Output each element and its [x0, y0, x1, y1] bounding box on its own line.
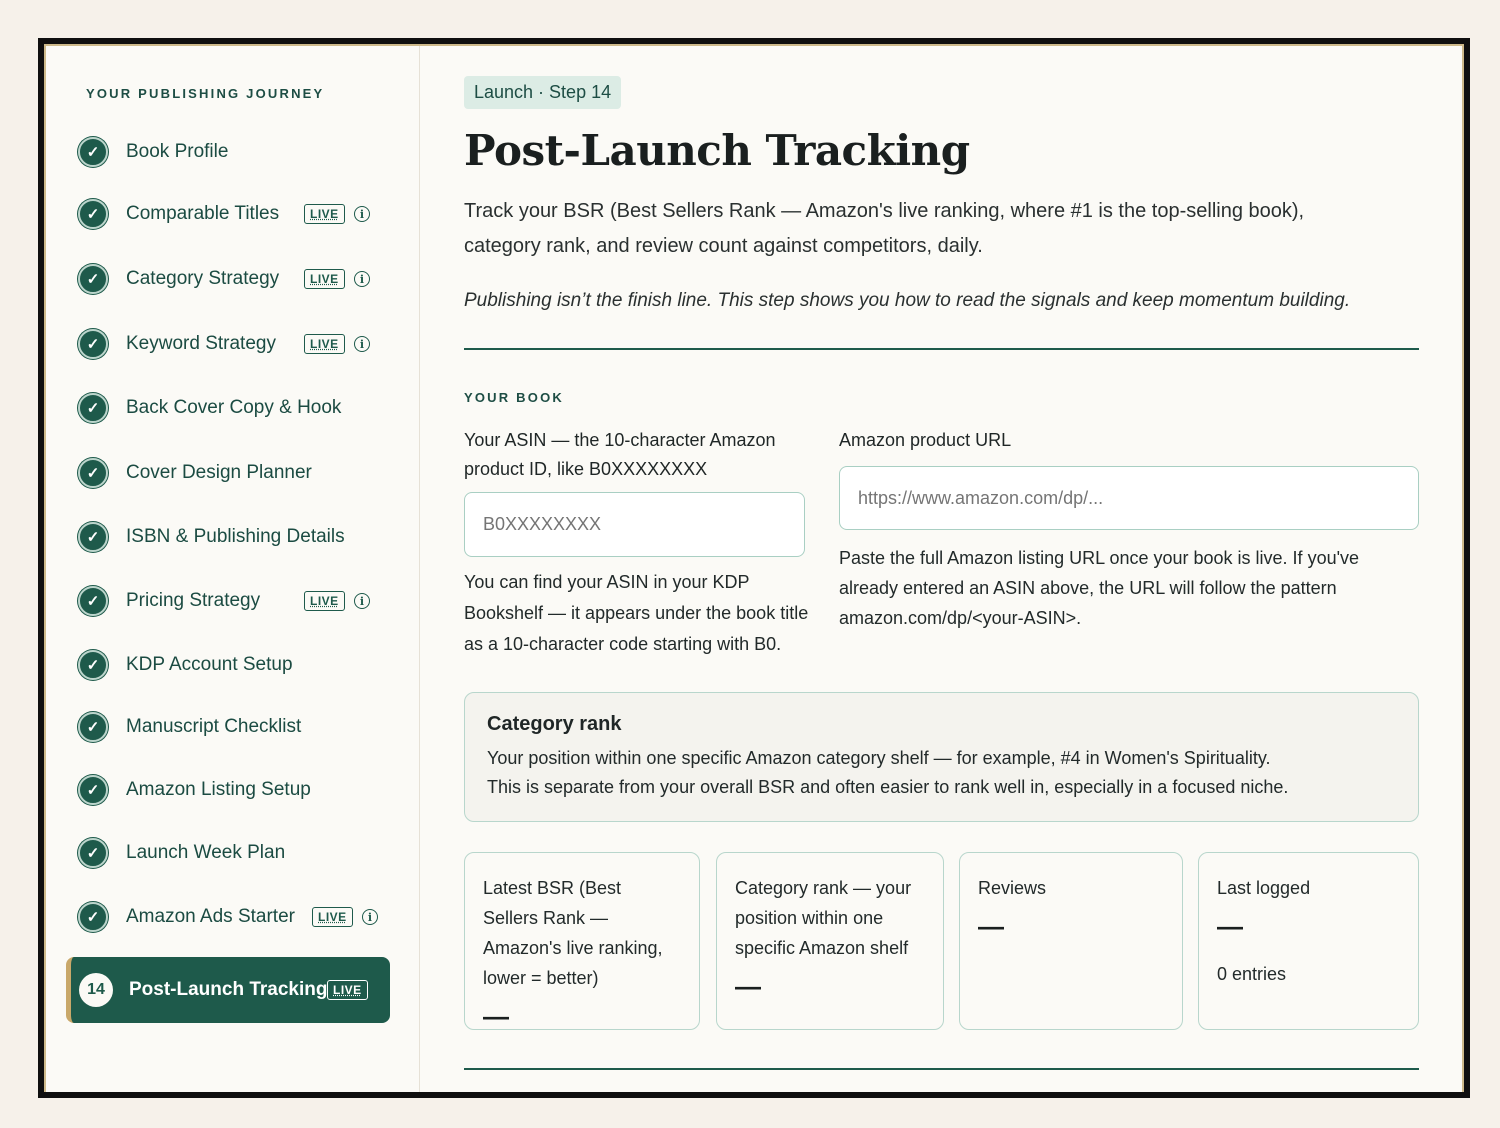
sidebar-item-cover-design[interactable] — [78, 451, 390, 495]
sidebar-item-pricing-strategy[interactable] — [78, 579, 390, 623]
info-icon[interactable]: i — [354, 206, 370, 222]
sidebar-item-label: Launch Week Plan — [126, 842, 286, 863]
check-icon: ✓ — [78, 199, 108, 229]
stat-label: Reviews — [978, 878, 1047, 898]
live-badge: LIVE — [327, 980, 368, 1000]
sidebar-item-label: KDP Account Setup — [126, 654, 293, 675]
sidebar-item-label: Cover Design Planner — [126, 462, 312, 483]
check-icon: ✓ — [78, 329, 108, 359]
live-badge: LIVE — [304, 204, 345, 224]
stat-card-reviews — [959, 852, 1183, 1030]
divider — [464, 348, 1419, 350]
category-card-line2: This is separate from your overall BSR and often easier to rank well in, especially in a focused niche. — [487, 777, 1289, 797]
sidebar-item-isbn[interactable] — [78, 515, 390, 559]
sidebar-item-label: Category Strategy — [126, 268, 280, 289]
app-window — [44, 44, 1464, 1092]
check-icon: ✓ — [78, 775, 108, 805]
step-number: 14 — [79, 973, 113, 1007]
intro-text: Track your BSR (Best Sellers Rank — Amazon's live ranking, where #1 is the top-selling book), category rank, and review count against competitors, daily. — [464, 200, 1305, 257]
category-card-title: Category rank — [487, 713, 622, 735]
check-icon: ✓ — [78, 137, 108, 167]
sidebar-heading: YOUR PUBLISHING JOURNEY — [86, 86, 325, 101]
stat-value: — — [978, 911, 1004, 941]
info-icon[interactable]: i — [354, 336, 370, 352]
check-icon: ✓ — [78, 712, 108, 742]
amazon-url-input[interactable] — [839, 466, 1419, 530]
check-icon: ✓ — [78, 902, 108, 932]
divider — [464, 1068, 1419, 1070]
stat-label: Latest BSR (Best Sellers Rank — Amazon's live ranking, lower = better) — [483, 878, 663, 988]
sidebar-item-label: Keyword Strategy — [126, 333, 276, 354]
sidebar-item-back-cover-copy[interactable] — [78, 386, 390, 430]
sidebar-item-kdp-account[interactable] — [78, 643, 390, 687]
url-help: Paste the full Amazon listing URL once your book is live. If you've already entered an ASIN above, the URL will follow the pattern amazon.com/dp/<your-ASIN>. — [839, 548, 1360, 628]
sidebar-item-amazon-ads[interactable] — [78, 895, 390, 939]
sidebar-item-label: Manuscript Checklist — [126, 716, 302, 737]
sidebar-item-book-profile[interactable] — [78, 130, 390, 174]
live-badge: LIVE — [304, 334, 345, 354]
check-icon: ✓ — [78, 264, 108, 294]
check-icon: ✓ — [78, 586, 108, 616]
main-content — [420, 46, 1462, 1092]
sidebar — [46, 46, 420, 1092]
stat-card-last-logged — [1198, 852, 1419, 1030]
check-icon: ✓ — [78, 393, 108, 423]
sidebar-item-label: Post-Launch Tracking — [129, 979, 328, 1000]
live-badge: LIVE — [312, 907, 353, 927]
section-label: YOUR BOOK — [464, 390, 564, 405]
live-badge: LIVE — [304, 269, 345, 289]
entries-count: 0 entries — [1217, 964, 1287, 984]
info-icon[interactable]: i — [354, 271, 370, 287]
sidebar-item-label: ISBN & Publishing Details — [126, 526, 345, 547]
category-rank-card — [464, 692, 1419, 822]
sidebar-item-keyword-strategy[interactable] — [78, 322, 390, 366]
sidebar-item-manuscript[interactable] — [78, 705, 390, 749]
stat-value: — — [1217, 911, 1243, 941]
check-icon: ✓ — [78, 650, 108, 680]
sidebar-item-launch-week[interactable] — [78, 831, 390, 875]
category-card-line1: Your position within one specific Amazon category shelf — for example, #4 in Women's Spirituality. — [487, 748, 1271, 768]
check-icon: ✓ — [78, 522, 108, 552]
sidebar-item-label: Back Cover Copy & Hook — [126, 397, 342, 418]
sidebar-item-label: Comparable Titles — [126, 203, 280, 224]
sidebar-item-label: Pricing Strategy — [126, 590, 261, 611]
tagline: Publishing isn’t the finish line. This step shows you how to read the signals and keep momentum building. — [464, 290, 1351, 311]
asin-label: Your ASIN — the 10-character Amazon product ID, like B0XXXXXXXX — [464, 430, 776, 479]
stat-card-category-rank — [716, 852, 944, 1030]
stat-value: — — [483, 1001, 509, 1031]
page-title: Post-Launch Tracking — [464, 126, 970, 175]
sidebar-item-category-strategy[interactable] — [78, 257, 390, 301]
info-icon[interactable]: i — [354, 593, 370, 609]
app-frame — [38, 38, 1470, 1098]
sidebar-item-label: Amazon Ads Starter — [126, 906, 295, 927]
asin-input[interactable] — [464, 492, 805, 557]
sidebar-item-amazon-listing[interactable] — [78, 768, 390, 812]
sidebar-item-label: Book Profile — [126, 141, 229, 162]
stat-card-bsr — [464, 852, 700, 1030]
step-chip: Launch · Step 14 — [464, 76, 621, 109]
sidebar-item-comparable-titles[interactable] — [78, 192, 390, 236]
check-icon: ✓ — [78, 838, 108, 868]
info-icon[interactable]: i — [362, 909, 378, 925]
stat-value: — — [735, 971, 761, 1001]
check-icon: ✓ — [78, 458, 108, 488]
sidebar-item-post-launch-tracking[interactable] — [66, 957, 390, 1023]
stat-label: Last logged — [1217, 878, 1311, 898]
asin-help: You can find your ASIN in your KDP Bookshelf — it appears under the book title as a 10-character code starting with B0. — [464, 572, 809, 654]
live-badge: LIVE — [304, 591, 345, 611]
sidebar-item-label: Amazon Listing Setup — [126, 779, 311, 800]
stat-label: Category rank — your position within one specific Amazon shelf — [735, 878, 912, 958]
url-label: Amazon product URL — [839, 430, 1012, 450]
